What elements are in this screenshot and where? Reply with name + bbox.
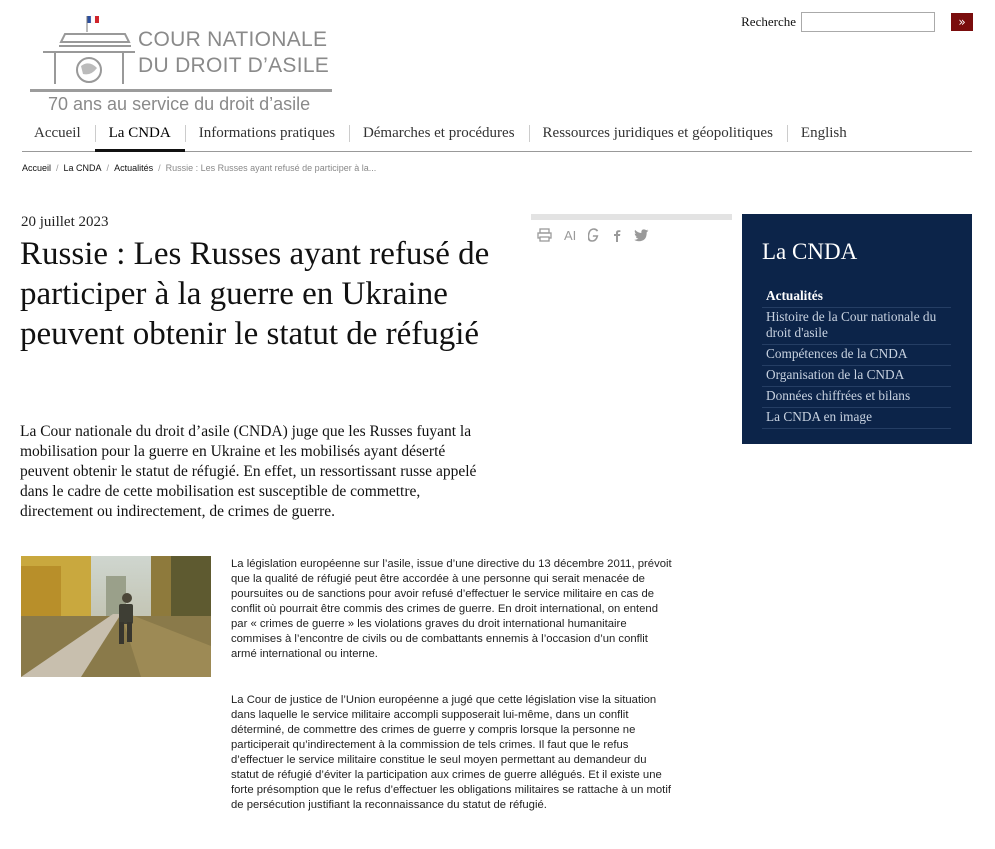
sidebar-item-competences[interactable]: Compétences de la CNDA	[762, 345, 951, 366]
logo-title-line1: COUR NATIONALE	[138, 28, 328, 51]
nav-item-demarches[interactable]: Démarches et procédures	[349, 120, 529, 151]
nav-item-la-cnda[interactable]: La CNDA	[95, 120, 185, 151]
breadcrumb-link-accueil[interactable]: Accueil	[22, 163, 52, 173]
sidebar-menu	[762, 287, 951, 429]
search-submit-button[interactable]: »	[951, 13, 973, 31]
breadcrumb-separator: /	[106, 163, 110, 173]
breadcrumb-link-la-cnda[interactable]: La CNDA	[63, 163, 102, 173]
nav-item-informations-pratiques[interactable]: Informations pratiques	[185, 120, 349, 151]
facebook-icon[interactable]	[612, 227, 622, 243]
article-paragraph-2: La Cour de justice de l’Union européenne a jugé que cette législation vise la situation dans laquelle le service militaire accompli supposerait lui-même, dans un conflit déterminé, de commettre des crimes de guerre y compris lorsque la personne ne participerait qu’indirectement à la commission de tels crimes. Il faut que le refus d’effectuer le service militaire constitue le seul moyen permettant au demandeur du statut de réfugié d’éviter la participation aux crimes de guerre allégués. Et il existe une forte présomption que le refus d’effectuer les obligations militaires se rattache à un motif de persécution justifiant la reconnaissance du statut de réfugié.	[231, 694, 671, 811]
article-lead: La Cour nationale du droit d’asile (CNDA) juge que les Russes fuyant la mobilisation pour la guerre en Ukraine et les mobilisés ayant déserté peuvent obtenir le statut de réfugié. En effet, un ressortissant russe appelé dans le cadre de cette mobilisation est susceptible de commettre, directement ou indirectement, de crimes de guerre.	[20, 423, 477, 520]
breadcrumb-separator: /	[56, 163, 59, 173]
nav-item-ressources[interactable]: Ressources juridiques et géopolitiques	[529, 120, 787, 151]
sidebar-item-organisation[interactable]: Organisation de la CNDA	[762, 366, 951, 387]
nav-item-english[interactable]: English	[787, 120, 861, 151]
sidebar-title: La CNDA	[762, 239, 858, 264]
logo-title-line2: DU DROIT D’ASILE	[138, 54, 330, 77]
main-nav	[22, 120, 972, 152]
search-label: Recherche	[741, 14, 796, 29]
search-input[interactable]	[801, 12, 935, 32]
article-paragraph-1: La législation européenne sur l’asile, issue d’une directive du 13 décembre 2011, prévoit que la qualité de réfugié peut être accordée à une personne qui serait menacée de poursuites ou de sanctions pour avoir refusé d’effectuer le service militaire en cas de conflit où pourrait être commis des crimes de guerre. En droit international, on entend par « crimes de guerre » les violations graves du droit international humanitaire commises à l’encontre de civils ou de combattants ennemis à l’occasion d’un conflit armé international ou interne.	[231, 558, 672, 660]
logo-tagline: 70 ans au service du droit d’asile	[48, 94, 311, 114]
breadcrumb-separator: /	[158, 163, 161, 173]
court-emblem-icon	[35, 12, 135, 92]
logo-divider	[30, 89, 332, 92]
sidebar-item-donnees[interactable]: Données chiffrées et bilans	[762, 387, 951, 408]
sidebar-item-histoire[interactable]: Histoire de la Cour nationale du droit d'asile	[762, 308, 951, 345]
article-photo	[21, 556, 211, 677]
google-icon[interactable]	[588, 227, 600, 243]
breadcrumb-link-actualites[interactable]: Actualités	[114, 163, 154, 173]
article-date: 20 juillet 2023	[21, 214, 109, 230]
twitter-icon[interactable]	[634, 227, 649, 243]
sidebar-item-en-image[interactable]: La CNDA en image	[762, 408, 951, 429]
breadcrumb-current: Russie : Les Russes ayant refusé de participer à la...	[165, 163, 377, 173]
soldier-walking-image	[21, 556, 211, 677]
section-sidebar	[742, 214, 972, 444]
nav-item-accueil[interactable]: Accueil	[34, 125, 81, 141]
sidebar-item-actualites[interactable]: Actualités	[762, 287, 951, 308]
share-toolbar	[537, 227, 649, 243]
toolbar-divider	[531, 214, 732, 220]
font-size-icon[interactable]: AI	[564, 227, 577, 243]
site-logo[interactable]	[30, 8, 335, 118]
article-title: Russie : Les Russes ayant refusé de participer à la guerre en Ukraine peuvent obtenir le statut de réfugié	[20, 236, 490, 352]
breadcrumb	[22, 163, 376, 173]
search-form	[741, 12, 973, 32]
print-icon[interactable]	[537, 227, 552, 243]
